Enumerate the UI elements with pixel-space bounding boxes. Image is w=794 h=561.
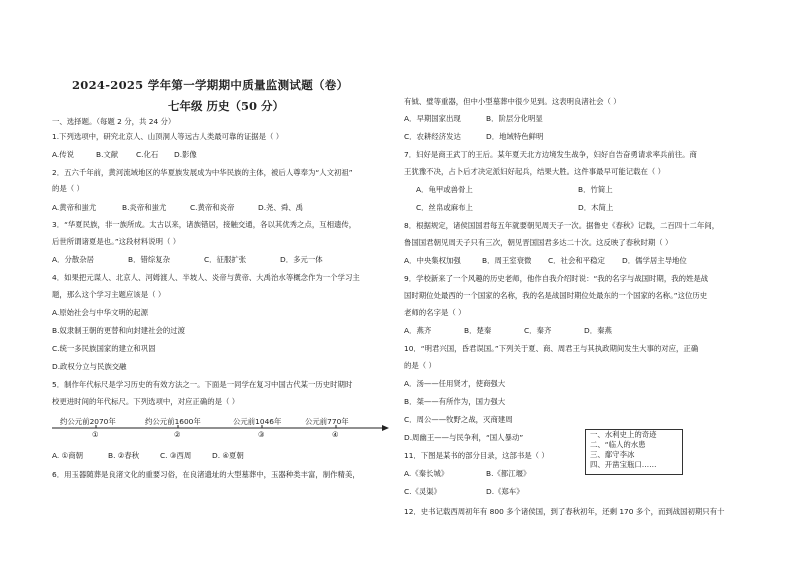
q1-option-c: C.化石: [136, 150, 159, 159]
q8-option-b: B．周王室衰微: [482, 256, 532, 265]
q11-option-d: D.《郑车》: [486, 487, 524, 496]
timeline-label-1: 约公元前2070年: [60, 417, 116, 426]
q5-option-a: A. ①商朝: [52, 451, 84, 460]
timeline-mark-3: ③: [258, 430, 265, 439]
q1-option-d: D.影像: [174, 150, 197, 159]
q2-option-b: B.炎帝和蚩尤: [122, 203, 167, 212]
question-6-line1: 6．用玉器随葬是良渚文化的重要习俗，在良渚遗址的大型墓葬中，玉器种类丰富，制作精美，: [52, 470, 360, 479]
q6-option-a: A．早期国家出现: [404, 114, 461, 123]
question-8-line2: 鲁国国君朝见周天子只有三次，朝见晋国国君多达二十次。这反映了春秋时期（ ）: [404, 238, 673, 247]
toc-item-2: 二、“临人的水患: [590, 440, 646, 449]
timeline-label-4: 公元前770年: [305, 417, 349, 426]
q9-option-a: A．燕齐: [404, 326, 432, 335]
question-3-line1: 3．“华夏民族，非一族所成。太古以来，诸族错居，接触交通，各以其优秀之点，互相遗传，: [52, 220, 357, 229]
q9-option-c: C．秦齐: [524, 326, 552, 335]
q2-option-c: C.黄帝和炎帝: [190, 203, 235, 212]
q7-option-a: A．龟甲或兽骨上: [416, 185, 473, 194]
question-6-line2: 有钺、璧等重器，但中小型墓葬中很少见到。这表明良渚社会（ ）: [404, 97, 621, 106]
timeline-mark-2: ②: [174, 430, 181, 439]
question-2-line2: 的是（ ）: [52, 184, 84, 193]
question-10-line2: 的是（ ）: [404, 361, 436, 370]
page-subtitle: 七年级 历史（50 分）: [168, 99, 285, 113]
q6-option-b: B．阶层分化明显: [486, 114, 543, 123]
q2-option-d: D.尧、舜、禹: [258, 203, 303, 212]
q2-option-a: A.黄帝和蚩尤: [52, 203, 97, 212]
q6-option-c: C．农耕经济发达: [404, 132, 461, 141]
question-10-line1: 10．“明君兴国，昏君误国。”下列关于夏、商、周君王与其执政期间发生大事的对应，正确: [404, 344, 699, 353]
question-2-line1: 2．五六千年前，黄河流域地区的华夏族发展成为中华民族的主体，被后人尊奉为“人文初祖”: [52, 168, 353, 177]
question-5-line2: 校更进时间的年代标尺。下列选项中，对应正确的是（ ）: [52, 397, 240, 406]
toc-item-1: 一、水利史上的奇迹: [590, 430, 657, 439]
q7-option-d: D．木简上: [578, 203, 614, 212]
section-heading: 一、选择题。（每题 2 分，共 24 分）: [52, 117, 176, 126]
q5-option-c: C. ③西周: [160, 451, 192, 460]
q4-option-b: B.奴隶制王朝的更替和向封建社会的过渡: [52, 326, 186, 335]
toc-item-3: 三、鄢守李冰: [590, 450, 635, 459]
q10-option-d: D.周幽王——与民争利，“国人暴动”: [404, 433, 524, 442]
q10-option-a: A．汤——任用贤才，使商强大: [404, 379, 506, 388]
question-11: 11．下图是某书的部分目录，这部书是（ ）: [404, 451, 549, 460]
q8-option-d: D．儒学居主导地位: [622, 256, 687, 265]
q4-option-c: C.统一多民族国家的建立和巩固: [52, 344, 156, 353]
q11-option-c: C.《灵渠》: [404, 487, 442, 496]
q7-option-b: B．竹简上: [578, 185, 613, 194]
q1-option-a: A.传说: [52, 150, 75, 159]
q9-option-d: D．秦燕: [584, 326, 612, 335]
timeline-label-2: 约公元前1600年: [145, 417, 201, 426]
q8-option-a: A．中央集权加强: [404, 256, 461, 265]
timeline-mark-4: ④: [332, 430, 339, 439]
q3-option-d: D．多元一体: [280, 255, 323, 264]
question-12-line1: 12．史书记载西周初年有 800 多个诸侯国，到了春秋初年，还剩 170 多个，而到战国初期只有十: [404, 507, 725, 516]
q5-option-b: B. ②春秋: [108, 451, 140, 460]
q3-option-a: A．分散杂居: [52, 255, 95, 264]
question-4-line1: 4．如果把元谋人、北京人、河姆渡人、半坡人、炎帝与黄帝、大禹治水等概念作为一个学习主: [52, 273, 360, 282]
question-9-line2: 国时期位处最西的一个国家的名称，我的名是战国时期位处最东的一个国家的名称。”这位历史: [404, 291, 708, 300]
question-1: 1.下列选项中，研究北京人、山顶洞人等远古人类最可靠的证据是（ ）: [52, 132, 284, 141]
question-4-line2: 题，那么这个学习主题应该是（ ）: [52, 290, 166, 299]
timeline-label-3: 公元前1046年: [233, 417, 282, 426]
q10-option-c: C．周公——牧野之战，灭商建周: [404, 415, 513, 424]
q7-option-c: C．丝帛或麻布上: [416, 203, 473, 212]
timeline-mark-1: ①: [92, 430, 99, 439]
timeline-ruler: [52, 412, 392, 440]
question-3-line2: 后世所谓诸夏是也。”这段材料说明（ ）: [52, 237, 181, 246]
question-7-line2: 王犹豫不决，占卜后才决定派妇好起兵，结果大胜。这件事最早可能记载在（ ）: [404, 167, 666, 176]
page-title: 2024-2025 学年第一学期期中质量监测试题（卷）: [72, 78, 349, 92]
q3-option-b: B．错综复杂: [128, 255, 171, 264]
question-5-line1: 5．制作年代标尺是学习历史的有效方法之一。下面是一同学在复习中国古代某一历史时期时: [52, 380, 353, 389]
question-9-line3: 老师的名字是（ ）: [404, 308, 466, 317]
question-9-line1: 9．学校新来了一个风趣的历史老师，他作自我介绍时说：“我的名字与战国时期，我的姓是战: [404, 274, 709, 283]
q11-option-a: A.《秦长城》: [404, 469, 449, 478]
q6-option-d: D．地域特色鲜明: [486, 132, 544, 141]
question-7-line1: 7．妇好是商王武丁的王后。某年夏天北方边境发生战争，妇好自告奋勇请求率兵前往。商: [404, 150, 697, 159]
q11-option-b: B.《都江堰》: [486, 469, 531, 478]
question-8-line1: 8．根据规定，诸侯国国君每五年就要朝见周天子一次。据鲁史《春秋》记载，二百四十二年间，: [404, 221, 720, 230]
q9-option-b: B．楚秦: [464, 326, 492, 335]
q1-option-b: B.文献: [96, 150, 119, 159]
q10-option-b: B．桀——有所作为，国力强大: [404, 397, 506, 406]
table-of-contents-box: [585, 429, 683, 475]
timeline-axis: [52, 412, 392, 440]
q3-option-c: C．征服扩张: [204, 255, 247, 264]
q4-option-d: D.政权分立与民族交融: [52, 362, 127, 371]
toc-item-4: 四、开凿宝瓶口……: [590, 460, 657, 469]
q4-option-a: A.原始社会与中华文明的起源: [52, 308, 148, 317]
q8-option-c: C．社会和平稳定: [548, 256, 605, 265]
q5-option-d: D. ④夏朝: [212, 451, 244, 460]
